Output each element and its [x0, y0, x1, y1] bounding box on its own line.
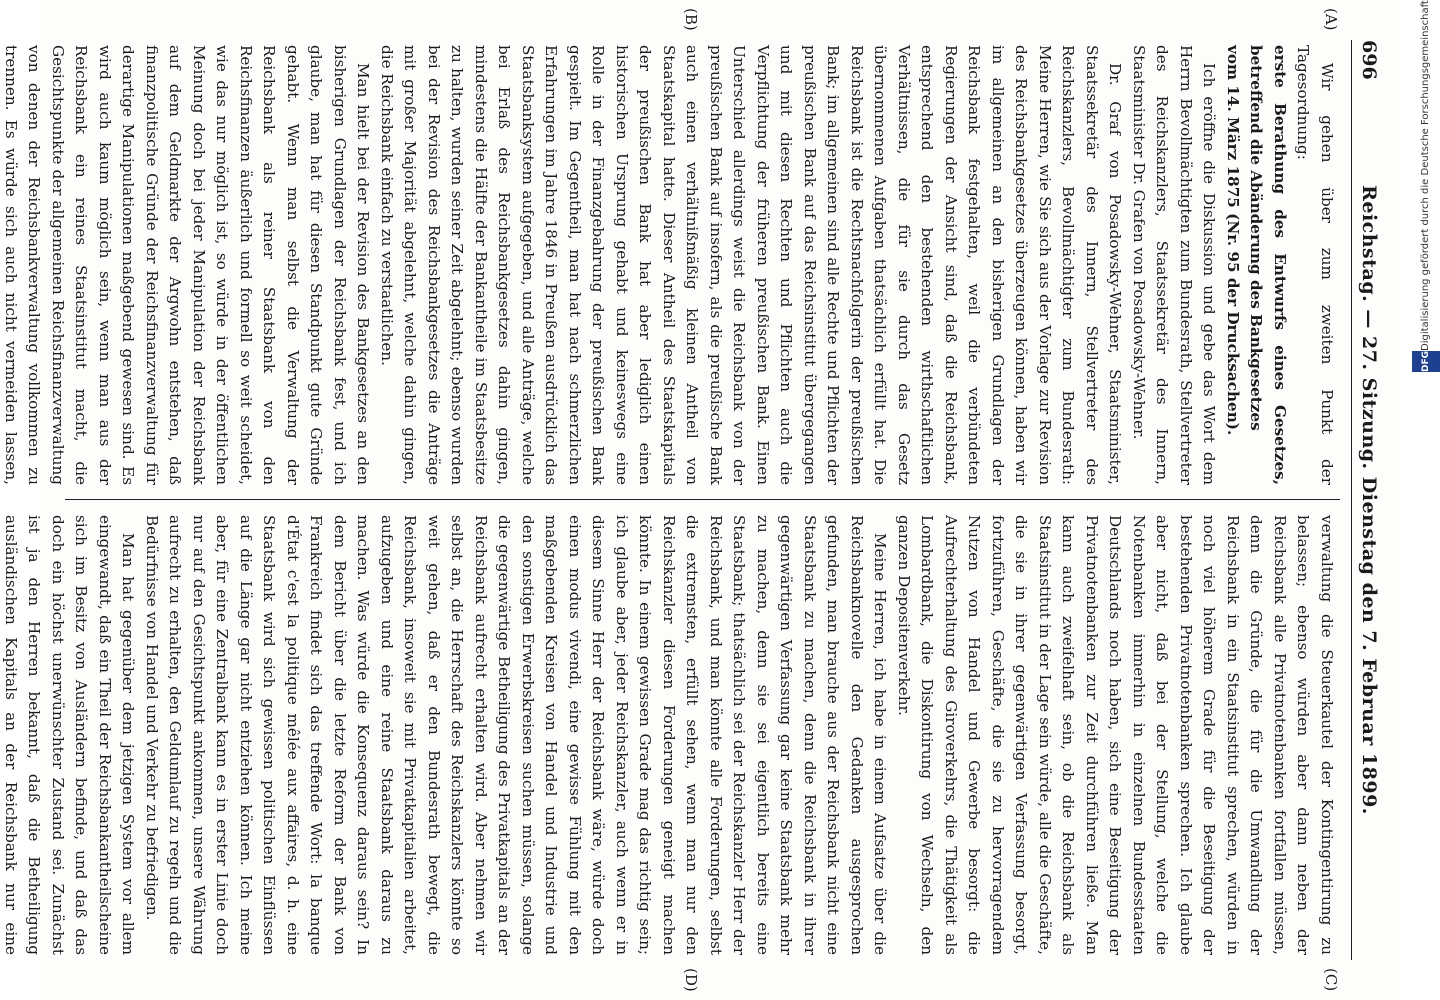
paragraph: Man hielt bei der Revision des Bankgesetzes an den bisherigen Grundlagen der Reichsbank fest, und ich glaube, man hat für diesen Standpunkt gute Gründe gehabt. Wenn man selbst die Verwaltung der Reichsbank als reiner Staatsbank von den Reichsfinanzen äußerlich und formell so weit scheidet, wie das nur möglich ist, so würde in der öffentlichen Meinung doch bei jeder Manipulation der Reichsbank auf dem Geldmarkte der Argwohn entstehen, daß finanzpolitische Gründe der Reichsfinanzverwaltung für derartige Manipulationen maßgebend gewesen sind. Es wird auch kaum möglich sein, wenn man aus der Reichsbank ein reines Staatsinstitut macht, die Gesichtspunkte der allgemeinen Reichsfinanzverwaltung von denen der Reichsbankverwaltung vollkommen zu trennen. Es würde sich auch nicht vermeiden lassen, [2, 45, 373, 485]
agenda-intro: Wir gehen über zum zweiten Punkt der Tagesordnung: [1294, 45, 1336, 485]
column-divider [65, 499, 1340, 500]
paragraph: Man hat gegenüber dem jetzigen System vor allem eingewandt, daß ein Theil der Reichsbankantheilscheine sich im Besitz von Ausländern befinde, und daß das doch ein höchst unerwünschter Zustand sei. Zunächst ist ja den Herren bekannt, daß die Betheiligung ausländischen Kapitals an der Reichsbank nur eine [2, 515, 138, 955]
agenda-item-reference: vom 14. März 1875 (Nr. 95 der Drucksachen). [1224, 45, 1242, 436]
agenda-item-title: erste Berathung des Entwurfs eines Gesetzes, betreffend die Abänderung des Bankgesetzes [1247, 45, 1289, 485]
text-column-right [2, 515, 1338, 955]
scanned-page [2, 0, 1400, 1000]
funding-credit [1408, 0, 1432, 1000]
paragraph: verwaltung die Steuerkautel der Kontingentirung zu belassen; ebenso würden aber dann neben der Reichsbank alle Privatnotenbanken fortfallen müssen, denn die Gründe, die für die Umwandlung der Reichsbank in ein Staatsinstitut sprechen, würden in noch viel höherem Grade für die Beseitigung der bestehenden Privatnotenbanken sprechen. Ich glaube aber nicht, daß bei der Stellung, welche die Notenbanken immerhin in einzelnen Bundesstaaten Deutschlands noch haben, sich eine Beseitigung der Privatnotenbanken zur Zeit durchführen ließe. Man kann auch zweifelhaft sein, ob die Reichsbank als Staatsinstitut in der Lage sein würde, alle die Geschäfte, die sie in ihrer gegenwärtigen Verfassung besorgt, fortzuführen, Geschäfte, die sie zu hervorragendem Nutzen von Handel und Gewerbe besorgt: die Aufrechterhaltung des Giroverkehrs, die Thätigkeit als Lombardbank, die Diskontirung von Wechseln, den ganzen Depositenverkehr. [895, 515, 1336, 955]
rotated-page-content [2, 0, 1400, 1000]
page-header [1351, 40, 1382, 960]
margin-mark-b: (B) [682, 8, 700, 31]
dfg-logo: DFG [1412, 351, 1440, 372]
paragraph: Ich eröffne die Diskussion und gebe das Wort dem Herrn Bevollmächtigten zum Bundesrath, Stellvertreter des Reichskanzlers, Staatssekretär des Innern, Staatsminister Dr. Grafen von Posadowsky-Wehner. [1130, 45, 1219, 485]
text-column-left [2, 45, 1338, 485]
paragraph: Dr. Graf von Posadowsky-Wehner, Staatsminister, Staatssekretär des Innern, Stellvertreter des Reichskanzlers, Bevollmächtigter zum Bundesrath: Meine Herren, wie Sie sich aus der Vorlage zur Revision des Reichsbankgesetzes überzeugen können, haben wir im allgemeinen an den bisherigen Grundlagen der Reichsbank festgehalten, weil die verbündeten Regierungen der Ansicht sind, daß die Reichsbank, entsprechend den bestehenden wirthschaftlichen Verhältnissen, die für sie durch das Gesetz übernommenen Aufgaben thatsächlich erfüllt hat. Die Reichsbank ist die Rechtsnachfolgerin der preußischen Bank; im allgemeinen sind alle Rechte und Pflichten der preußischen Bank auf das Reichsinstitut übergegangen und mit diesen Rechten und Pflichten auch die Verpflichtung der früheren preußischen Bank. Einen Unterschied allerdings weist die Reichsbank von der preußischen Bank auf insofern, als die preußische Bank auch einen verhältnißmäßig kleinen Antheil von Staatskapital hatte. Dieser Antheil des Staatskapitals der preußischen Bank hat aber lediglich einen historischen Ursprung gehabt und keineswegs eine Rolle in der Finanzgebahrung der preußischen Bank gespielt. Im Gegentheil, man hat nach schmerzlichen Erfahrungen im Jahre 1846 in Preußen ausdrücklich das Staatsbanksystem aufgegeben, und alle Anträge, welche bei Erlaß des Reichsbankgesetzes dahin gingen, mindestens die Hälfte der Bankantheile im Staatsbesitze zu halten, wurden seiner Zeit abgelehnt; ebenso wurden bei der Revision des Reichsbankgesetzes die Anträge mit großer Majorität abgelehnt, welche dahin gingen, die Reichsbank einfach zu verstaatlichen. [378, 45, 1125, 485]
page-number: 696 [1358, 40, 1380, 80]
margin-mark-c: (C) [1322, 968, 1340, 992]
margin-mark-a: (A) [1322, 8, 1340, 31]
running-title: Reichstag. — 27. Sitzung. Dienstag den 7. Februar 1899. [1358, 185, 1380, 815]
margin-mark-d: (D) [682, 968, 700, 992]
funding-credit-text: Digitalisierung gefördert durch die Deutsche Forschungsgemeinschaft [1420, 0, 1431, 351]
digitization-sidebar [1404, 0, 1434, 1000]
paragraph: Meine Herren, ich habe in einem Aufsatze über die Reichsbanknovelle den Gedanken ausgesprochen gefunden, man brauche aus der Reichsbank nicht eine Staatsbank zu machen, denn die Reichsbank in ihrer gegenwärtigen Verfassung gar keine Staatsbank mehr zu machen, denn sie sei eigentlich bereits eine Staatsbank; thatsächlich sei der Reichskanzler Herr der Reichsbank, und man könnte alle Forderungen, selbst die extremsten, erfüllt sehen, wenn man nur den Reichskanzler diesen Forderungen geneigt machen könnte. In einem gewissen Grade mag das richtig sein; ich glaube aber, jeder Reichskanzler, auch wenn er in diesem Sinne Herr der Reichsbank wäre, würde doch einen modus vivendi, eine gewisse Fühlung mit den maßgebenden Kreisen von Handel und Industrie und den sonstigen Erwerbskreisen suchen müssen, solange die gegenwärtige Betheiligung des Privatkapitals an der Reichsbank aufrecht erhalten wird. Aber nehmen wir selbst an, die Herrschaft des Reichskanzlers könnte so weit gehen, daß er den Bundesrath bewegt, die Reichsbank, insoweit sie mit Privatkapitalien arbeitet, aufzugeben und eine reine Staatsbank daraus zu machen. Was würde die Konsequenz daraus sein? In dem Bericht über die letzte Reform der Bank von Frankreich findet sich das treffende Wort: la banque d'État c'est la politique mêlée aux affaires, d. h. eine Staatsbank wird sich gewissen politischen Einflüssen auf die Länge gar nicht entziehen können. Ich meine aber, für eine Zentralbank kann es in erster Linie doch nur auf den Gesichtspunkt ankommen, unsere Währung aufrecht zu erhalten, den Geldumlauf zu regeln und die Bedürfnisse von Handel und Verkehr zu befriedigen. [143, 515, 890, 955]
